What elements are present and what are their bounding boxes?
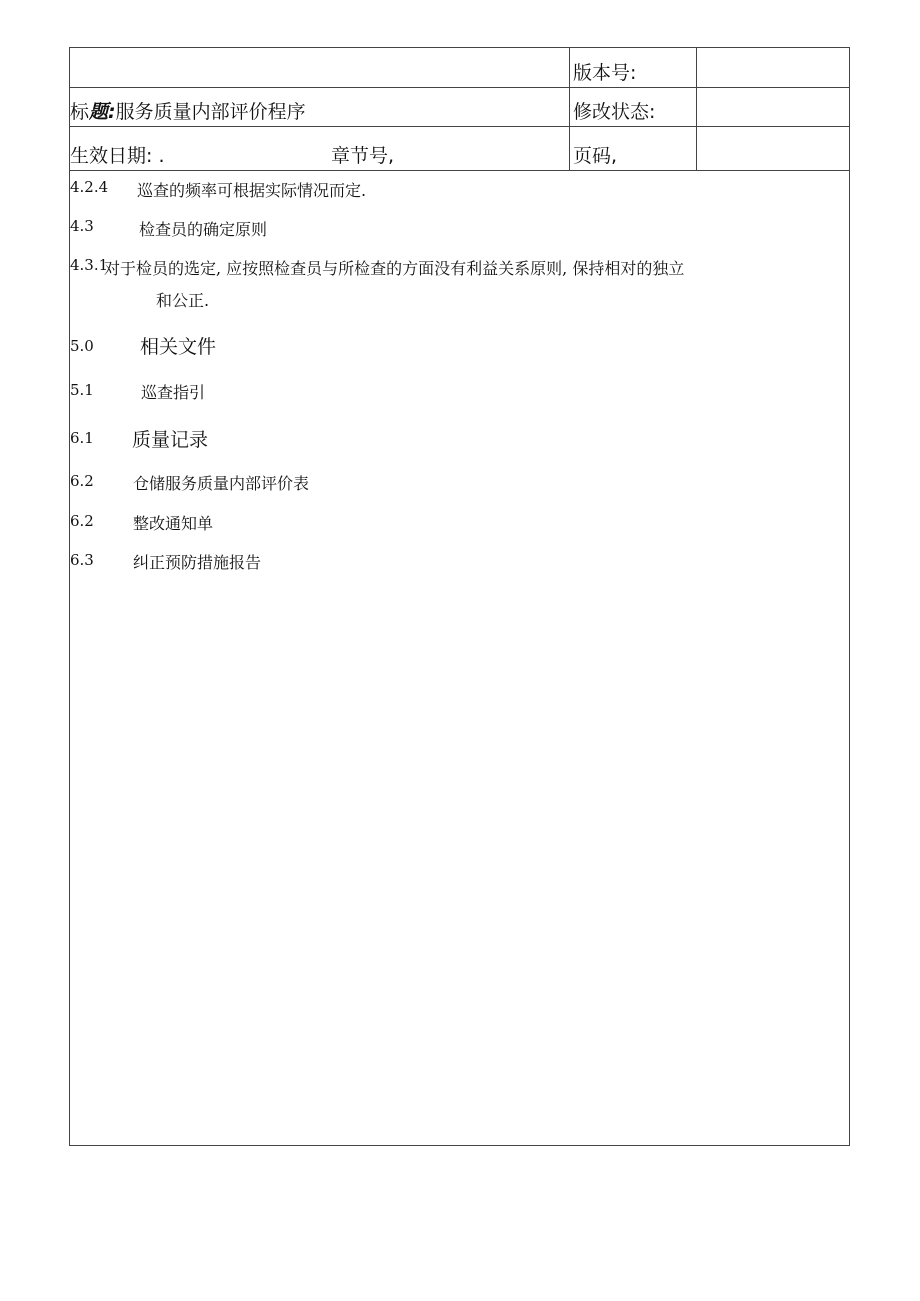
section-text: 巡查指引 [141, 383, 206, 402]
item-text: 巡查的频率可根据实际情况而定. [137, 181, 367, 200]
section-text: 纠正预防措施报告 [133, 553, 262, 572]
section-number: 6.2 [70, 472, 94, 490]
title-mid: 题: [89, 101, 116, 123]
document-frame [69, 47, 850, 1146]
title-prefix: 标 [70, 101, 90, 123]
document-title [70, 97, 306, 124]
section-text: 整改通知单 [133, 514, 214, 533]
effective-date-label: 生效日期: . [70, 145, 165, 167]
item-text-continuation: 和公正. [156, 291, 210, 310]
header-row-divider [70, 87, 849, 88]
header-column-divider [696, 48, 697, 170]
item-number: 4.3.1 [70, 256, 109, 274]
section-number: 6.3 [70, 551, 94, 569]
item-number: 4.2.4 [70, 178, 109, 196]
section-number: 6.1 [70, 429, 94, 447]
section-heading: 相关文件 [140, 336, 217, 358]
title-text: 服务质量内部评价程序 [115, 101, 306, 123]
version-label: 版本号: [573, 62, 637, 84]
document-header [70, 48, 849, 171]
chapter-label: 章节号, [331, 145, 395, 167]
header-column-divider [569, 48, 570, 170]
item-text: 对于检员的选定, 应按照检查员与所检查的方面没有利益关系原则, 保持相对的独立 [104, 259, 685, 278]
header-row-divider [70, 126, 849, 127]
section-number: 6.2 [70, 512, 94, 530]
section-heading: 质量记录 [132, 429, 209, 451]
section-number: 5.0 [70, 337, 94, 355]
revision-label: 修改状态: [573, 101, 656, 123]
section-text: 仓储服务质量内部评价表 [133, 474, 310, 493]
page-label: 页码, [573, 145, 618, 167]
item-text: 检查员的确定原则 [139, 220, 268, 239]
header-bottom-divider [70, 170, 849, 171]
item-number: 4.3 [70, 217, 94, 235]
section-number: 5.1 [70, 381, 94, 399]
